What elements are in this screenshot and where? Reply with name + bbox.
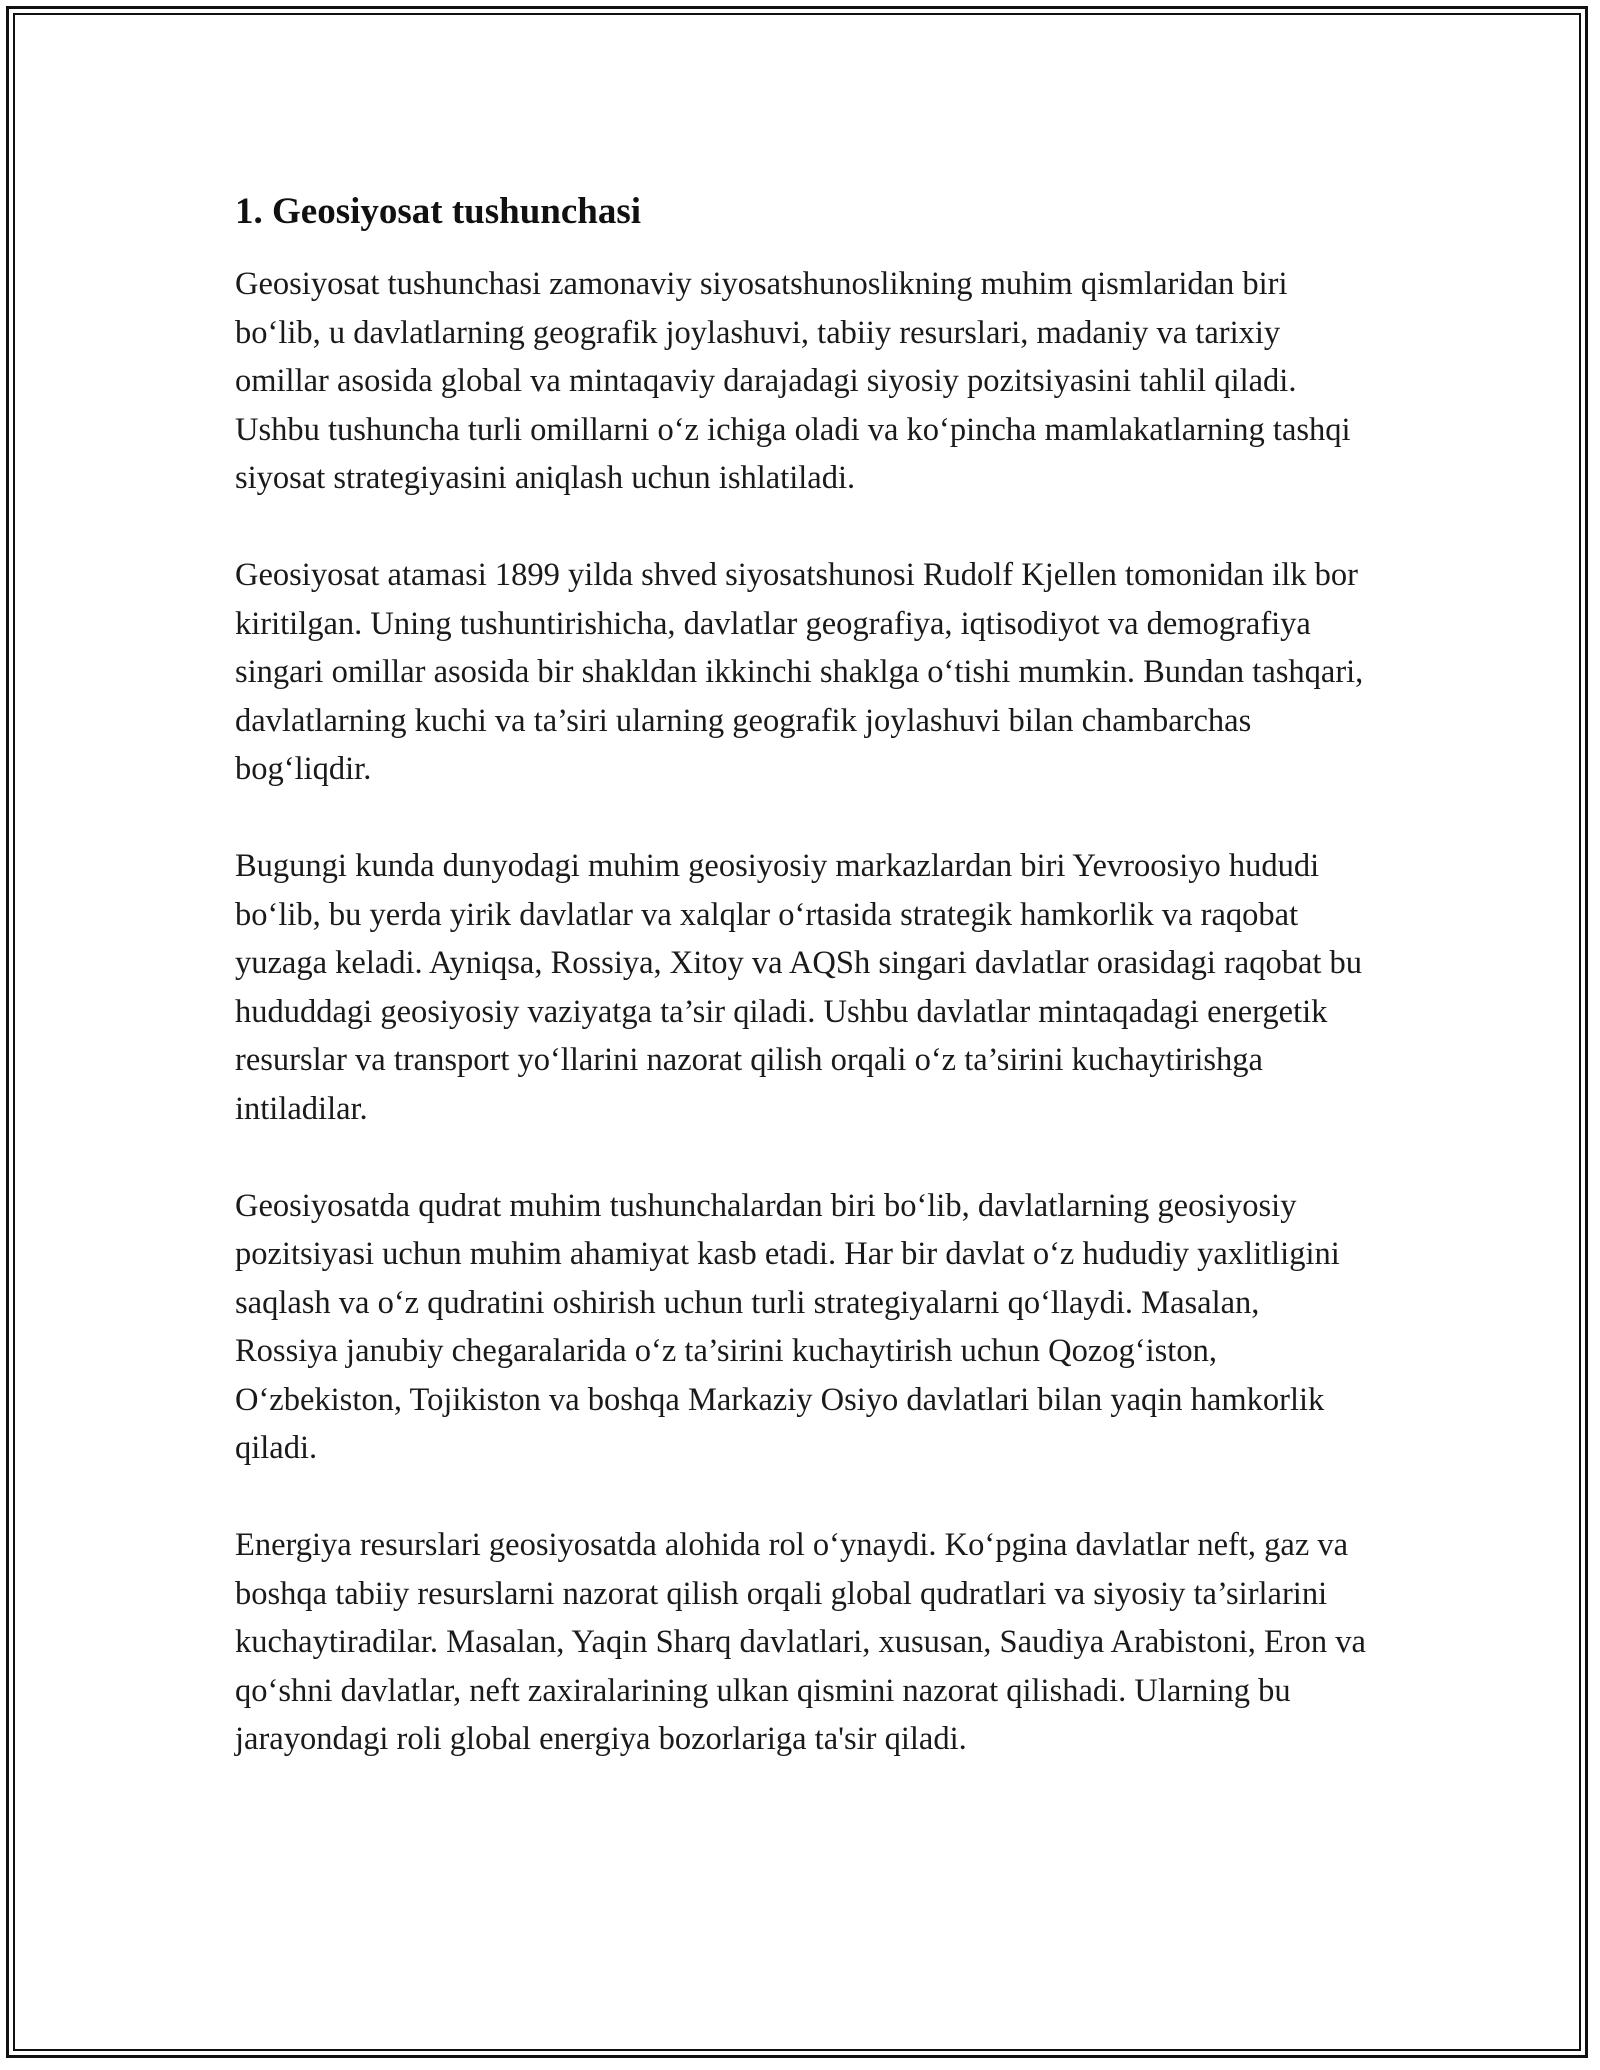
document-body (235, 186, 1370, 1812)
paragraph-2: Geosiyosat atamasi 1899 yilda shved siyosatshunosi Rudolf Kjellen tomonidan ilk bor kiritilgan. Uning tushuntirishicha, davlatlar geografiya, iqtisodiyot va demografiya singari omillar asosida bir shakldan ikkinchi shaklga o‘tishi mumkin. Bundan tashqari, davlatlarning kuchi va ta’siri ularning geografik joylashuvi bilan chambarchas bog‘liqdir. (235, 557, 1364, 787)
paragraph-4: Geosiyosatda qudrat muhim tushunchalardan biri bo‘lib, davlatlarning geosiyosiy pozitsiyasi uchun muhim ahamiyat kasb etadi. Har bir davlat o‘z hududiy yaxlitligini saqlash va o‘z qudratini oshirish uchun turli strategiyalarni qo‘llaydi. Masalan, Rossiya janubiy chegaralarida o‘z ta’sirini kuchaytirish uchun Qozog‘iston, O‘zbekiston, Tojikiston va boshqa Markaziy Osiyo davlatlari bilan yaqin hamkorlik qiladi. (235, 1187, 1340, 1466)
paragraph-1: Geosiyosat tushunchasi zamonaviy siyosatshunoslikning muhim qismlaridan biri bo‘lib, u davlatlarning geografik joylashuvi, tabiiy resurslari, madaniy va tarixiy omillar asosida global va mintaqaviy darajadagi siyosiy pozitsiyasini tahlil qiladi. Ushbu tushuncha turli omillarni o‘z ichiga oladi va ko‘pincha mamlakatlarning tashqi siyosat strategiyasini aniqlash uchun ishlatiladi. (235, 266, 1351, 496)
paragraph-3: Bugungi kunda dunyodagi muhim geosiyosiy markazlardan biri Yevroosiyo hududi bo‘lib, bu yerda yirik davlatlar va xalqlar o‘rtasida strategik hamkorlik va raqobat yuzaga keladi. Ayniqsa, Rossiya, Xitoy va AQSh singari davlatlar orasidagi raqobat bu hududdagi geosiyosiy vaziyatga ta’sir qiladi. Ushbu davlatlar mintaqadagi energetik resurslar va transport yo‘llarini nazorat qilish orqali o‘z ta’sirini kuchaytirishga intiladilar. (235, 848, 1363, 1127)
paragraph-5: Energiya resurslari geosiyosatda alohida rol o‘ynaydi. Ko‘pgina davlatlar neft, gaz va boshqa tabiiy resurslarni nazorat qilish orqali global qudratlari va siyosiy ta’sirlarini kuchaytiradilar. Masalan, Yaqin Sharq davlatlari, xususan, Saudiya Arabistoni, Eron va qo‘shni davlatlar, neft zaxiralarining ulkan qismini nazorat qilishadi. Ularning bu jarayondagi roli global energiya bozorlariga ta'sir qiladi. (235, 1527, 1366, 1757)
section-heading: 1. Geosiyosat tushunchasi (235, 191, 642, 232)
